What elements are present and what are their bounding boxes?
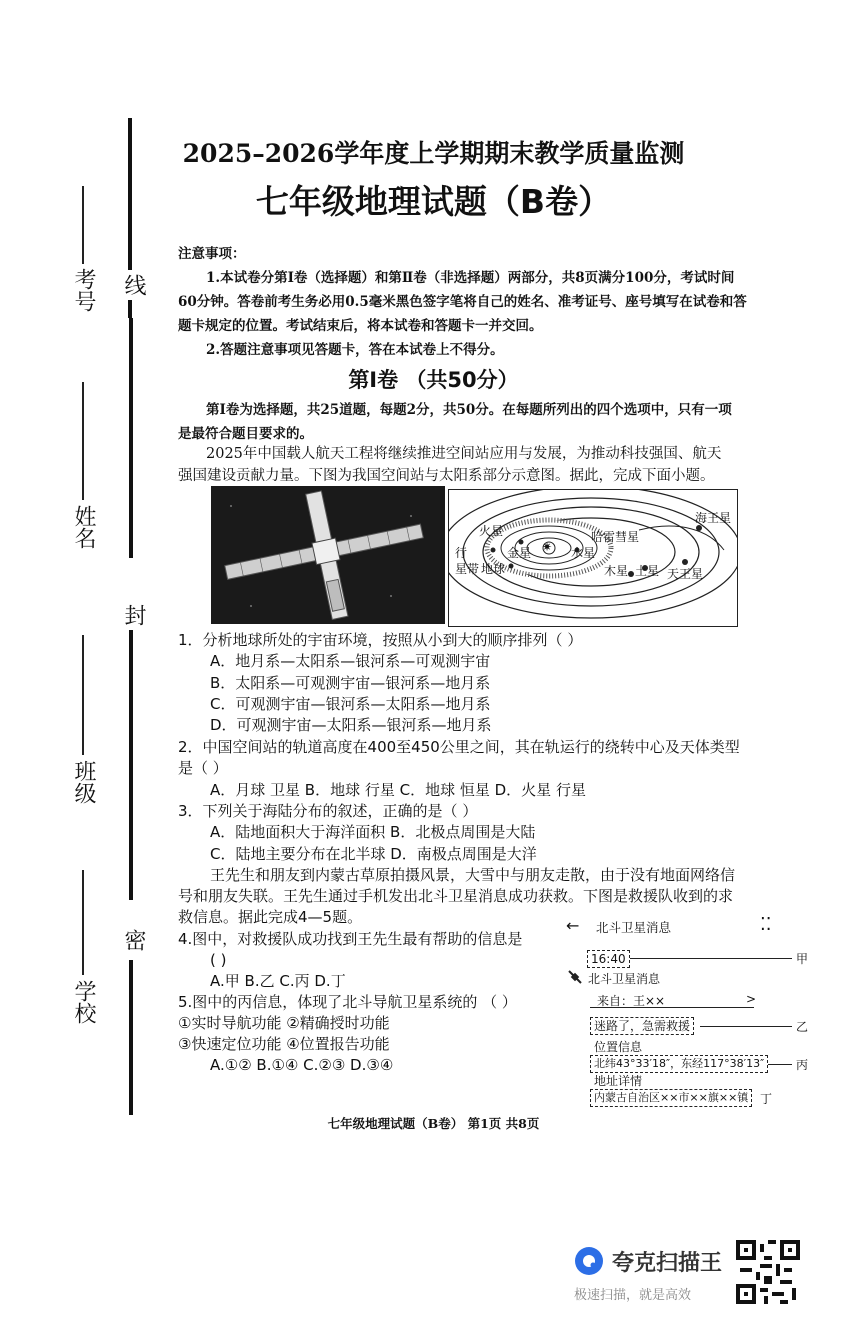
watermark-slogan: 极速扫描，就是高效 — [574, 1288, 692, 1303]
field-underline — [82, 382, 84, 500]
question-4-options: A.甲 B.乙 C.丙 D.丁 — [210, 972, 346, 990]
planet-label-saturn: 土星 — [635, 564, 660, 578]
sender-underline — [590, 1007, 754, 1008]
question-1-option: B．太阳系—可观测宇宙—银河系—地月系 — [210, 674, 491, 692]
question-4-paren: ( ) — [210, 951, 227, 969]
tag-jia: 甲 — [796, 952, 809, 966]
binding-line — [129, 960, 133, 1115]
leader-line — [630, 958, 792, 959]
planet-label-jupiter: 木星 — [604, 564, 629, 578]
sub-title: 北斗卫星消息 — [588, 972, 661, 986]
section-intro: 第Ⅰ卷为选择题，共25道题，每题2分，共50分。在每题所列出的四个选项中，只有一项 — [206, 402, 732, 418]
quark-logo-icon — [574, 1246, 604, 1280]
notice-heading: 注意事项： — [178, 246, 246, 262]
question-2-stem: 2．中国空间站的轨道高度在400至450公里之间，其在轨运行的绕转中心及天体类型 — [178, 738, 740, 756]
chevron-right-icon[interactable]: > — [746, 992, 757, 1006]
binding-field-school: 学校 — [71, 980, 96, 1024]
space-station-photo — [211, 486, 445, 624]
binding-field-name: 姓名 — [71, 505, 96, 549]
planet-label-earth: 地球 — [481, 562, 506, 576]
exam-title-line1: 2025–2026学年度上学期期末教学质量监测 — [182, 139, 685, 168]
planet-label-mercury: 水星 — [571, 546, 596, 560]
question-5-choices: A.①② B.①④ C.②③ D.③④ — [210, 1056, 394, 1074]
question-1-option: D．可观测宇宙—太阳系—银河系—地月系 — [210, 716, 492, 734]
binding-field-exam-no: 考号 — [71, 268, 96, 312]
time-value: 16:40 — [591, 952, 626, 966]
watermark-brand: 夸克扫描王 — [612, 1251, 723, 1276]
field-underline — [82, 870, 84, 975]
page-footer: 七年级地理试题（B卷） 第1页 共8页 — [327, 1116, 540, 1131]
asteroid-belt-label: 星带 — [455, 562, 480, 576]
scanner-watermark — [570, 1240, 855, 1310]
notice-line: 2.答题注意事项见答题卡，答在本试卷上不得分。 — [206, 342, 504, 358]
question-1-option: A．地月系—太阳系—银河系—可观测宇宙 — [210, 652, 491, 670]
seal-word-seal: 封 — [118, 600, 149, 630]
notice-line: 题卡规定的位置。考试结束后，将本试卷和答题卡一并交回。 — [178, 318, 543, 334]
question-2-options: A．月球 卫星 B．地球 行星 C．地球 恒星 D．火星 行星 — [210, 781, 586, 799]
more-dots-icon: ⁚⁚ — [760, 914, 772, 935]
time-stamp — [587, 950, 630, 968]
field-underline — [82, 635, 84, 755]
exam-title-line2: 七年级地理试题（B卷） — [255, 182, 612, 221]
panel-title: 北斗卫星消息 — [596, 920, 672, 935]
solar-system-diagram — [448, 489, 738, 627]
asteroid-belt-label: 行 — [455, 546, 468, 560]
section-intro: 是最符合题目要求的。 — [178, 426, 313, 442]
coordinates — [590, 1055, 768, 1073]
sun-symbol: ✷ — [542, 540, 553, 554]
question-1-option: C．可观测宇宙—银河系—太阳系—地月系 — [210, 695, 491, 713]
sender: 来自：王×× — [597, 994, 666, 1008]
address-text: 内蒙古自治区××市××旗××镇 — [594, 1091, 749, 1104]
beidou-message-panel — [560, 914, 810, 1112]
comet-label-halley: 哈雷彗星 — [591, 530, 640, 544]
passage-1: 2025年中国载人航天工程将继续推进空间站应用与发展，为推动科技强国、航天 — [206, 446, 722, 462]
passage-2: 号和朋友失联。王先生通过手机发出北斗卫星消息成功获救。下图是救援队收到的求 — [178, 887, 734, 905]
question-3-option: C．陆地主要分布在北半球 D．南极点周围是大洋 — [210, 845, 537, 863]
tag-bing: 丙 — [796, 1058, 809, 1072]
binding-field-class: 班级 — [71, 760, 96, 804]
question-4-stem: 4.图中，对救援队成功找到王先生最有帮助的信息是 — [178, 930, 523, 948]
satellite-icon — [568, 970, 582, 987]
notice-line: 1.本试卷分第Ⅰ卷（选择题）和第Ⅱ卷（非选择题）两部分，共8页满分100分，考试时间 — [206, 270, 735, 286]
seal-word-secret: 密 — [118, 925, 149, 955]
seal-word-line: 线 — [118, 270, 149, 300]
planet-label-venus: 金星 — [507, 546, 532, 560]
tag-ding: 丁 — [760, 1092, 773, 1106]
planet-label-neptune: 海王星 — [695, 511, 732, 525]
location-label: 位置信息 — [594, 1040, 643, 1054]
planet-label-uranus: 天王星 — [667, 567, 704, 581]
question-5-option: ③快速定位功能 ④位置报告功能 — [178, 1035, 390, 1053]
help-message — [590, 1017, 694, 1035]
tag-yi: 乙 — [796, 1020, 809, 1034]
coordinates-text: 北纬43°33′18″，东经117°38′13″ — [594, 1057, 765, 1070]
question-3-stem: 3．下列关于海陆分布的叙述，正确的是（ ） — [178, 802, 478, 820]
question-5-stem: 5.图中的丙信息，体现了北斗导航卫星系统的 （ ） — [178, 993, 517, 1011]
question-3-option: A．陆地面积大于海洋面积 B．北极点周围是大陆 — [210, 823, 536, 841]
binding-line — [129, 630, 133, 900]
binding-line — [129, 318, 133, 558]
passage-2: 王先生和朋友到内蒙古草原拍摄风景，大雪中与朋友走散，由于没有地面网络信 — [210, 866, 736, 884]
passage-1: 强国建设贡献力量。下图为我国空间站与太阳系部分示意图。据此，完成下面小题。 — [178, 468, 715, 484]
address — [590, 1089, 752, 1107]
passage-2: 救信息。据此完成4—5题。 — [178, 908, 363, 926]
leader-line — [700, 1026, 792, 1027]
section-title: 第Ⅰ卷 （共50分） — [348, 368, 519, 392]
leader-line — [768, 1064, 792, 1065]
question-1-stem: 1．分析地球所处的宇宙环境，按照从小到大的顺序排列（ ） — [178, 631, 583, 649]
help-message-text: 迷路了，急需救援 — [594, 1019, 691, 1033]
question-2-stem: 是（ ） — [178, 759, 228, 777]
qr-code-icon — [736, 1240, 800, 1308]
question-5-option: ①实时导航功能 ②精确授时功能 — [178, 1014, 390, 1032]
notice-line: 60分钟。答卷前考生务必用0.5毫米黑色签字笔将自己的姓名、准考证号、座号填写在试卷和答 — [178, 294, 747, 310]
address-label: 地址详情 — [594, 1074, 643, 1088]
back-arrow-icon: ← — [566, 916, 580, 935]
planet-label-mars: 火星 — [479, 524, 504, 538]
